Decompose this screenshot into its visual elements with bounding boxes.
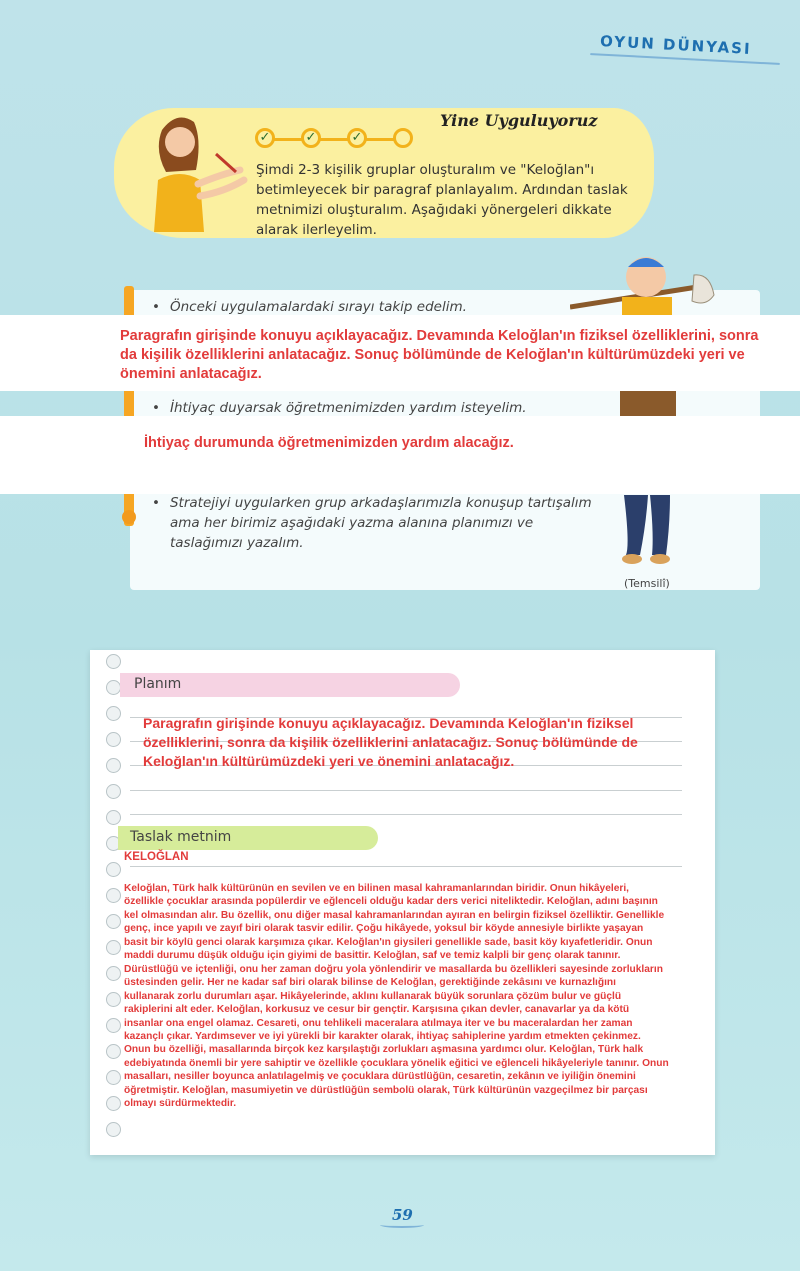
page-number-swirl — [380, 1222, 424, 1228]
check-icon: ✓ — [255, 128, 275, 148]
plan-label: Planım — [134, 676, 182, 692]
strategy-bullet-text: Stratejiyi uygularken grup arkadaşlarımızla konuşup tartışalım ama her birimiz aşağıdaki yazma alanına planımızı ve taslağımızı yazalım. — [169, 495, 592, 551]
draft-label: Taslak metnim — [130, 829, 232, 845]
progress-line — [261, 138, 411, 141]
answer-band — [0, 416, 800, 494]
progress-checks — [255, 128, 425, 150]
activity-title: Yine Uyguluyoruz — [440, 111, 598, 130]
strategy-bullet: • İhtiyaç duyarsak öğretmenimizden yardım isteyelim. — [152, 398, 527, 418]
check-icon: ✓ — [347, 128, 367, 148]
binder-ring — [106, 1044, 121, 1059]
binder-ring — [106, 1018, 121, 1033]
check-icon: ✓ — [301, 128, 321, 148]
draft-text: Keloğlan, Türk halk kültürünün en sevilen ve en bilinen masal kahramanlarından biridir. Onun hikâyeleri, özellikle çocuklar arasında popülerdir ve eğlenceli olduğu kadar ders verici niteliktedir. Keloğlan, adını başının kel olmasından alır. Bu özellik, onu diğer masal kahramanlarından ayıran en belirgin fiziksel özelliktir. Genellikle genç, ince yapılı ve zayıf biri olarak tasvir edilir. Çoğu hikâyede, yoksul bir köyde annesiyle birlikte yaşayan basit bir köylü genci olarak karşımıza çıkar. Keloğlan'ın giysileri genellikle sade, basit köy kıyafetleridir. Onun maddi durumu düşük olduğu için giyimi de basittir. Keloğlan, saf ve temiz kalpli bir genç olarak tanınır. Dürüstlüğü ve içtenliği, onu her zaman doğru yola yönlendirir ve masallarda bu özellikleri sayesinde zorlukların üstesinden gelir. Her ne kadar saf biri olarak bilinse de Keloğlan, gerektiğinde zekâsını ve kurnazlığını kullanarak zorlu durumları aşar. Hikâyelerinde, aklını kullanarak büyük sorunlara çözüm bulur ve güçlü rakiplerini alt eder. Keloğlan, korkusuz ve cesur bir gençtir. Karşısına çıkan devler, canavarlar ya da kötü insanlar ona engel olamaz. Cesareti, onu tehlikeli maceralara atılmaya iter ve bu maceralardan her zaman kazançlı çıkar. Yardımsever ve iyi yürekli bir karakter olarak, ihtiyaç sahiplerine yardım etmekten çekinmez. Onun bu özelliği, masallarında birçok kez karşılaştığı zorlukları aşmasına yardımcı olur. Keloğlan, Türk halk edebiyatında önemli bir yere sahiptir ve özellikle çocuklara yönelik eğitici ve eğlenceli hikâyeleriyle tanınır. Onun masalları, nesiller boyunca anlatılagelmiş ve çocuklara dürüstlüğün, cesaretin, zekânın ve iyiliğin önemini öğretmiştir. Keloğlan, masumiyetin ve dürüstlüğün sembolü olarak, Türk kültürünün vazgeçilmez bir parçası olmayı sürdürmektedir. — [124, 883, 669, 1110]
binder-ring — [106, 992, 121, 1007]
girl-illustration — [132, 110, 252, 232]
binder-ring — [106, 966, 121, 981]
section-title: OYUN DÜNYASI — [599, 32, 753, 58]
binder-ring — [106, 862, 121, 877]
strategy-bullet: • Stratejiyi uygularken grup arkadaşlarımızla konuşup tartışalım ama her birimiz aşağıdaki yazma alanına planımızı ve taslağımızı yazalım. — [152, 495, 592, 551]
ruled-line — [130, 814, 682, 815]
binder-ring — [106, 1096, 121, 1111]
ruled-line — [130, 790, 682, 791]
binder-ring — [106, 758, 121, 773]
answer-text: Paragrafın girişinde konuyu açıklayacağız. Devamında Keloğlan'ın fiziksel özelliklerini, sonra da kişilik özelliklerini anlatacağız. Sonuç bölümünde de Keloğlan'ın kültürümüzdeki yeri ve önemini anlatacağız. — [120, 328, 759, 382]
keloglan-illustration — [570, 245, 720, 575]
binder-ring — [106, 940, 121, 955]
strategy-bullet: • Önceki uygulamalardaki sırayı takip edelim. — [152, 297, 467, 317]
page-number: 59 — [392, 1206, 413, 1224]
draft-title: KELOĞLAN — [124, 851, 189, 863]
plan-answer-text: Paragrafın girişinde konuyu açıklayacağız. Devamında Keloğlan'ın fiziksel özelliklerini, sonra da kişilik özelliklerini anlatacağız. Sonuç bölümünde de Keloğlan'ın kültürümüzdeki yeri ve önemini anlatacağız. — [143, 715, 638, 769]
pencil-tip-icon — [122, 510, 136, 524]
image-caption: (Temsilî) — [624, 577, 670, 590]
binder-ring — [106, 732, 121, 747]
binder-ring — [106, 654, 121, 669]
binder-ring — [106, 888, 121, 903]
binder-ring — [106, 680, 121, 695]
empty-circle-icon — [393, 128, 413, 148]
binder-ring — [106, 1070, 121, 1085]
answer-text: İhtiyaç durumunda öğretmenimizden yardım alacağız. — [144, 435, 514, 451]
binder-ring — [106, 706, 121, 721]
ruled-line — [130, 866, 682, 867]
binder-ring — [106, 914, 121, 929]
activity-intro-text: Şimdi 2-3 kişilik gruplar oluşturalım ve "Keloğlan"ı betimleyecek bir paragraf planlayalım. Ardından taslak metnimizi oluşturalım. Aşağıdaki yönergeleri dikkate alarak ilerleyelim. — [256, 162, 628, 238]
binder-ring — [106, 784, 121, 799]
binder-ring — [106, 810, 121, 825]
binder-ring — [106, 1122, 121, 1137]
